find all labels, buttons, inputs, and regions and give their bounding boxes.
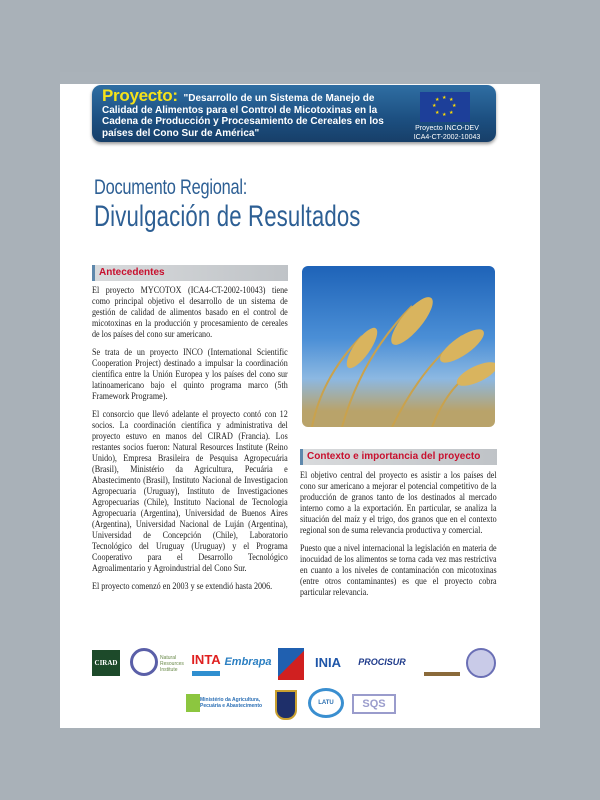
contexto-body bbox=[300, 471, 497, 606]
cirad-logo: CIRAD bbox=[92, 650, 120, 676]
inia-logo: INIA bbox=[315, 654, 341, 670]
document-page bbox=[60, 72, 540, 728]
document-title-line2: Divulgación de Resultados bbox=[94, 200, 361, 233]
nri-seal-icon bbox=[130, 648, 158, 676]
paragraph: El consorcio que llevó adelante el proyecto contó con 12 socios. La coordinación científica y administrativa del proyecto estuvo en manos del CIRAD (Francia). Los restantes socios fueron: Natural Resources Institute (Reino Unido), Empresa Brasileira de Pesquisa Agropecuária (Brasil), Ministério da Agricultura, Pecuária e Abastecimento (Brasil), Instituto Nacional de Investigacion Agropecuaria (Uruguay), Instituto de Investigaciones Agropecuarias (Chile), Instituto Nacional de Tecnologia Agropecuaria (Argentina), Universidad de Buenos Aires (Argentina), Universidad Nacional de Luján (Argentina), Universidad de Concepción (Chile), Laboratorio Tecnológico del Uruguay (Uruguay) y el Programa Cooperativo para el Desarrollo Tecnológico Agroalimentario y Agroindustrial del Cono Sur. bbox=[92, 410, 288, 574]
paragraph: Puesto que a nivel internacional la legislación en materia de inocuidad de los alimentos se torna cada vez mas restrictiva en cuanto a los niveles de contaminación con micotoxinas (entre otros contaminantes) es que el proyecto cobra particular relevancia. bbox=[300, 544, 497, 598]
paragraph: El proyecto MYCOTOX (ICA4-CT-2002-10043) tiene como principal objetivo el desarrollo de un sistema de gestión de calidad de alimentos basado en el control de micotoxinas en la producción y procesamiento de cereales de los países del cono sur americano. bbox=[92, 286, 288, 340]
document-title-line1: Documento Regional: bbox=[94, 176, 248, 199]
eu-flag-icon: ★ ★ ★ ★ ★ ★ ★ ★ bbox=[420, 92, 470, 122]
embrapa-logo: Embrapa bbox=[224, 656, 272, 668]
inta-logo: INTA bbox=[192, 648, 220, 676]
wheat-photo bbox=[302, 266, 495, 427]
chile-ministry-logo bbox=[278, 648, 304, 680]
procisur-logo: PROCISUR bbox=[358, 657, 406, 667]
wheat-image bbox=[302, 266, 495, 427]
concepcion-shield-icon bbox=[275, 690, 297, 720]
section-header-contexto: Contexto e importancia del proyecto bbox=[300, 449, 497, 465]
nri-logo: Natural Resources Institute bbox=[160, 655, 184, 673]
top-band bbox=[60, 72, 540, 84]
project-banner bbox=[92, 85, 496, 142]
project-code bbox=[404, 125, 490, 142]
university-building-logo bbox=[424, 646, 460, 676]
section-header-antecedentes: Antecedentes bbox=[92, 265, 288, 281]
banner-title-line1: "Desarrollo de un Sistema de Manejo de Calidad de Alimentos para el Control de bbox=[102, 93, 375, 116]
sqs-logo: SQS bbox=[352, 694, 396, 714]
university-seal-icon bbox=[466, 648, 496, 678]
banner-keyword: Proyecto: bbox=[102, 86, 178, 105]
banner-text bbox=[102, 86, 402, 139]
banner-title-line2: Micotoxinas en la Cadena de Producción y Procesamiento de Cereales en los países del Cono Sur de América" bbox=[102, 104, 384, 139]
program-label: Proyecto INCO-DEV bbox=[415, 125, 479, 132]
paragraph: Se trata de un proyecto INCO (International Scientific Cooperation Project) destinado a impulsar la coordinación científica entre la Unión Europea y los países del cono sur latinoamericano bajo el quinto programa marco (5th Framework Programe). bbox=[92, 348, 288, 402]
paragraph: El objetivo central del proyecto es asistir a los países del cono sur americano a mejorar el potencial competitivo de la producción de granos tanto de los destinados al mercado interno como a la exportación. En particular, se analiza la situación del maíz y el trigo, dos granos que en el contexto regional son de suma relevancia productiva y comercial. bbox=[300, 471, 497, 536]
latu-logo: LATU bbox=[308, 688, 344, 718]
mapa-logo: Ministério da Agricultura, Pecuária e Abastecimento bbox=[186, 694, 266, 712]
antecedentes-body bbox=[92, 286, 288, 600]
contract-code: ICA4-CT-2002-10043 bbox=[413, 133, 481, 141]
paragraph: El proyecto comenzó en 2003 y se extendió hasta 2006. bbox=[92, 582, 273, 592]
